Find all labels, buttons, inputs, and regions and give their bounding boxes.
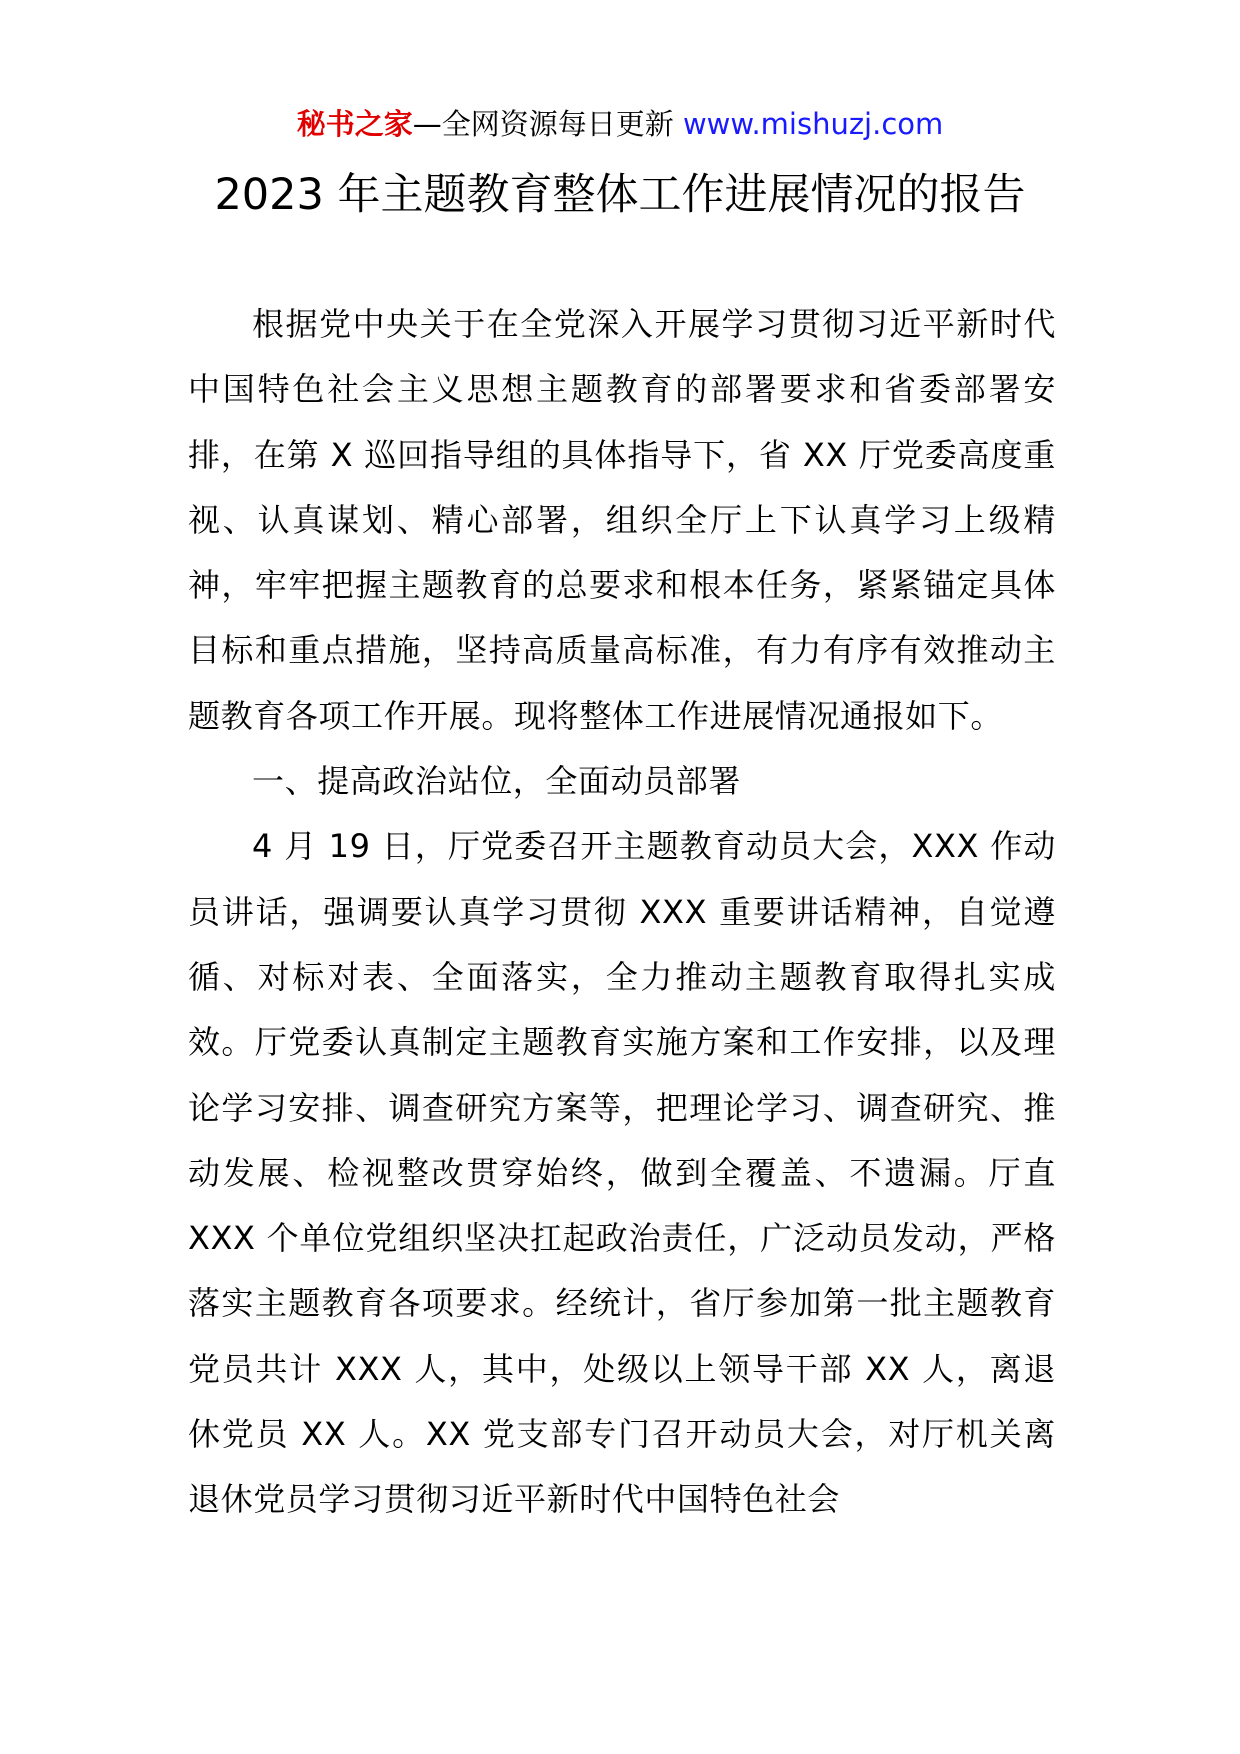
site-url-link[interactable]: www.mishuzj.com	[682, 107, 944, 141]
site-header	[0, 104, 1240, 144]
document-title: 2023 年主题教育整体工作进展情况的报告	[214, 170, 1026, 220]
header-tagline: —全网资源每日更新	[412, 107, 674, 141]
paragraph-intro: 根据党中央关于在全党深入开展学习贯彻习近平新时代中国特色社会主义思想主题教育的部署要求和省委部署安排，在第 X 巡回指导组的具体指导下，省 XX 厅党委高度重视、认真谋划、精心部署，组织全厅上下认真学习上级精神，牢牢把握主题教育的总要求和根本任务，紧紧锚定具体目标和重点措施，坚持高质量高标准，有力有序有效推动主题教育各项工作开展。现将整体工作进展情况通报如下。	[188, 305, 1056, 735]
paragraph-section-1: 4 月 19 日，厅党委召开主题教育动员大会，XXX 作动员讲话，强调要认真学习贯彻 XXX 重要讲话精神，自觉遵循、对标对表、全面落实，全力推动主题教育取得扎实成效。厅党委认真制定主题教育实施方案和工作安排，以及理论学习安排、调查研究方案等，把理论学习、调查研究、推动发展、检视整改贯穿始终，做到全覆盖、不遗漏。厅直 XXX 个单位党组织坚决扛起政治责任，广泛动员发动，严格落实主题教育各项要求。经统计，省厅参加第一批主题教育党员共计 XXX 人，其中，处级以上领导干部 XX 人，离退休党员 XX 人。XX 党支部专门召开动员大会，对厅机关离退休党员学习贯彻习近平新时代中国特色社会	[188, 827, 1056, 1519]
document-body	[188, 292, 1056, 1533]
section-heading-1: 一、提高政治站位，全面动员部署	[252, 762, 742, 801]
brand-name: 秘书之家	[296, 107, 413, 141]
